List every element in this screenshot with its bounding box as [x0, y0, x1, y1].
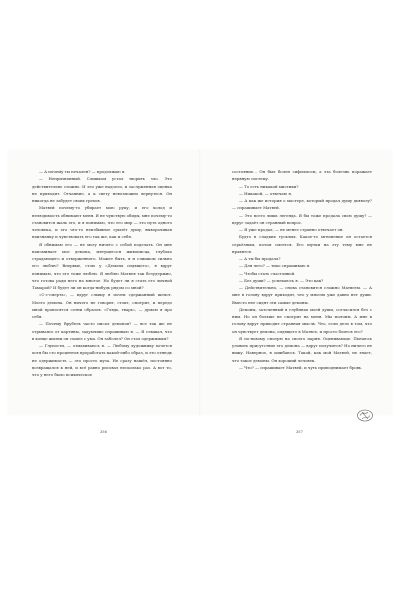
right-paragraph-13: Демоны, заточенный в глубинах моей души, согласился без с ним. Но он больше не смотрит на меня. Мы молчим. А мне в голову вдруг приходит странная мысль. Что, если дело в том, что он чувствует демона, сидящего в Матвее, и просто боится его? [232, 306, 372, 334]
left-paragraph-1: — А почему ты печален? — продолжаю я. [39, 169, 126, 174]
left-page-number: 356 [100, 430, 107, 434]
right-paragraph-6: — Я уже продал, — не менее странно отвечает он. [239, 227, 344, 232]
right-paragraph-4: — А как же история о мастере, который продал душу дьяволу? — спрашивает Матвей. [232, 198, 372, 211]
book-gutter [199, 150, 201, 415]
right-paragraph-12: — Действительно, — снова становится сложно Матвеем. — А мне в голову вдруг приходит, что у многих уже давно нет души. Вместо нее сидят эти самые демоны. [232, 285, 372, 305]
left-page [32, 168, 172, 424]
right-paragraph-11: — Без души? — усмехаюсь я. — Это как? [239, 277, 324, 283]
right-paragraph-1: состояние... Он был болен сифилисом, а эта болезнь поражает нервную систему. [232, 169, 372, 182]
left-paragraph-5: «С-с-смерть», — вдруг слышу я почти сдержанный шепот. Моего демона. Он ничего не говорит, стоит, смотрит, и передо мной проносятся сотни образов. «Глядь, тварь», — думаю я про себя. [32, 292, 172, 319]
right-paragraph-5: — Это всего лишь легенда. Я бы тоже продала свою душу? — вдруг задаёт он странный вопрос. [232, 212, 372, 225]
right-paragraph-9: — Для чего? — тихо спрашиваю я. [239, 263, 311, 269]
right-paragraph-8: — А ты бы продала? [239, 256, 281, 261]
right-page-number: 357 [296, 430, 303, 434]
right-paragraph-2: — То есть никакой мистики? [239, 183, 299, 189]
right-paragraph-10: — Чтобы стать счастливой. [239, 270, 296, 276]
left-paragraph-6: — Почему Врубель часто писал демонов? — все так же не отрываясь от картины, задумчиво спрашиваю я. — Я слышал, что в конце жизни он сошел с ума. Он заболел? Он стал одержимым? [32, 321, 172, 341]
left-paragraph-2: — Непризнанный. Слишком устал творить зло. Это действительно сложно. И зло уже надоело, и заслуженная оценка не приходит. Отчаяние, а к свету невозможно вернуться. Он никогда не забудет своих грехов. [32, 176, 172, 203]
publisher-emblem-icon [356, 408, 374, 423]
right-page [232, 168, 372, 424]
right-paragraph-7: Будто в сладких тусклых. Какое-то мгновение он остается серьёзным, потом смеется. Его шутки на эту тему мне не нравятся. [232, 234, 372, 254]
right-paragraph-3: — Никакой, — отвечаю я. [239, 190, 293, 196]
left-paragraph-4: Я обнимаю его — не могу ничего с собой поделать. Он мне напоминает мое демона, мятущегося живописца, глубоко страдающего и отверженного. Может быть, я и слишком сильно его люблю? Впервые, стою у «Демона сидящего», я вдруг понимаю, что его тоже люблю. Я люблю Матвея так безудержно, что готова ради него на многое. Но будет ли я стать его личной Тамарой? И будет ли он когда-нибудь рядом со мной? [32, 241, 172, 290]
right-paragraph-15: — Что? — спрашивает Матвей, и чуть приподнимает бровь. [239, 364, 363, 370]
right-paragraph-14: Я по-новому смотрю на своего парня. Оценивающе. Пытаюсь уловить присутствие его демона — вдруг получится? Но ничего не вижу. Наверное, я ошибаюсь. Такой, как мой Матвей, не знает, что такое демоны. Он хороший человек. [232, 335, 372, 363]
left-paragraph-3: Матвей почему-то убирает мою руку, и его холод и нелюдимость обнимают меня. Я не чувствую обиды, мне почему-то становится жаль его, и я понимаю, что его мир — это путь одного человека, и его что-то неизбывное грызёт душу, выворачивая наизнанку и чувствовать его так же, как и себя. [32, 205, 172, 240]
left-paragraph-7: — Глупости, — отмахиваюсь я. — Любому художнику хочется хотя бы сто процентов проработать какой-либо образ, и это отнюдь не одержимость — это просто муза. Не сразу нашёл, постоянно возвращался к ней, и всё равно рисовал несколько раз. А вот то, что у него было психическое [32, 343, 172, 377]
